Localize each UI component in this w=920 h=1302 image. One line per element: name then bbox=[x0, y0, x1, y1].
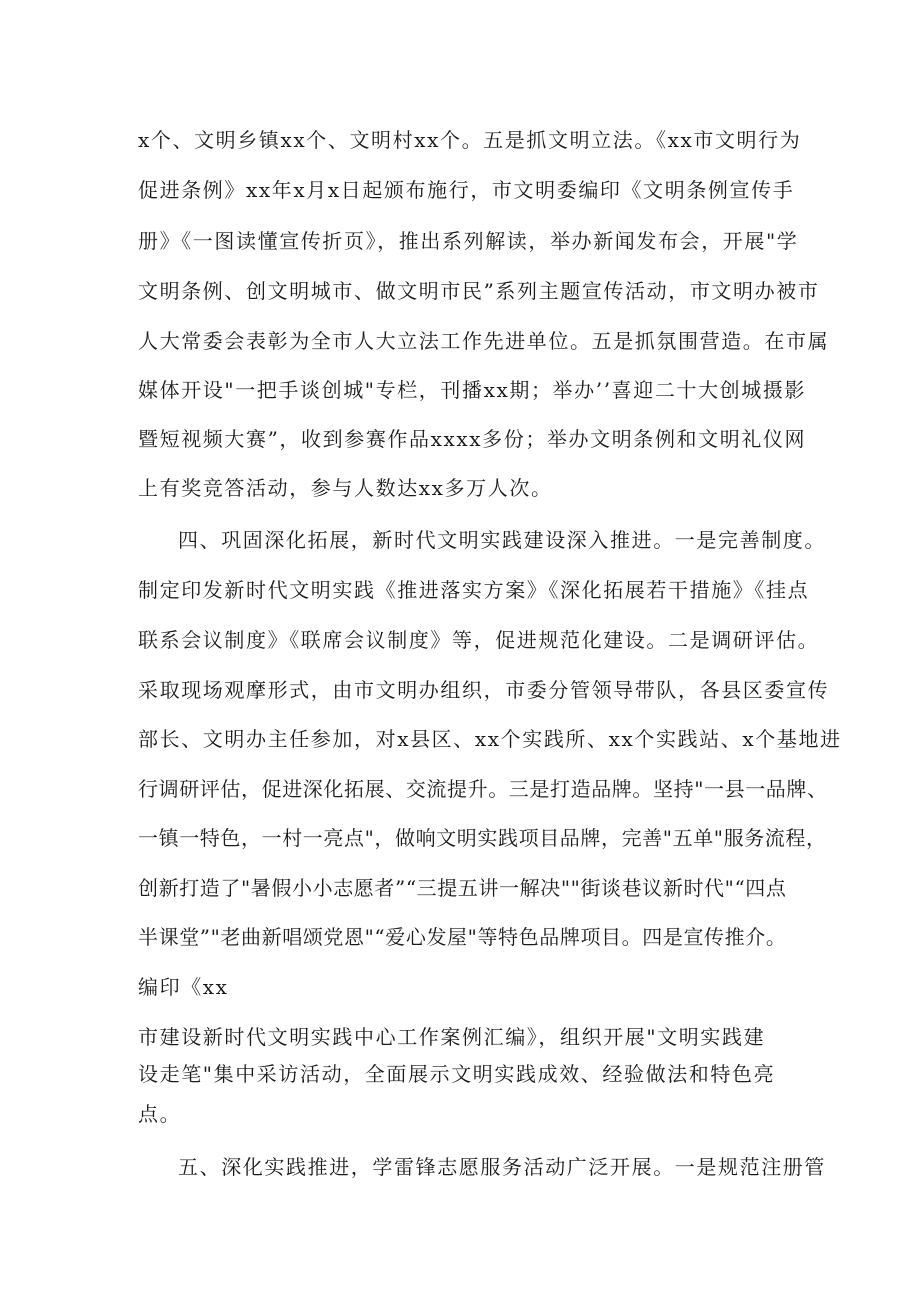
text-line: 行调研评估，促进深化拓展、交流提升。三是打造品牌。坚持"一县一品牌、 bbox=[138, 777, 828, 801]
text-line: 点。 bbox=[138, 1102, 182, 1126]
text-line: 五、深化实践推进，学雷锋志愿服务活动广泛开展。一是规范注册管 bbox=[178, 1155, 826, 1179]
text-line: 媒体开设"一把手谈创城"专栏，刊播xx期；举办’’喜迎二十大创城摄影 bbox=[138, 378, 807, 402]
text-line: 设走笔"集中采访活动，全面展示文明实践成效、经验做法和特色亮 bbox=[138, 1062, 776, 1086]
text-line: 册》《一图读懂宣传折页》，推出系列解读，举办新闻发布会，开展"学 bbox=[138, 229, 799, 253]
text-line: 文明条例、创文明城市、做文明市民”系列主题宣传活动，市文明办被市 bbox=[138, 279, 820, 303]
text-line: 促进条例》xx年x月x日起颁布施行，市文明委编印《文明条例宣传手 bbox=[138, 178, 795, 202]
text-line: 四、巩固深化拓展，新时代文明实践建设深入推进。一是完善制度。 bbox=[178, 528, 826, 552]
text-line: 市建设新时代文明实践中心工作案例汇编》，组织开展"文明实践建 bbox=[138, 1025, 766, 1049]
text-line: 半课堂”"老曲新唱颂党恩"“爱心发屋"等特色品牌项目。四是宣传推介。 bbox=[138, 925, 787, 949]
text-line: 制定印发新时代文明实践《推进落实方案》《深化拓展若干措施》《挂点 bbox=[138, 578, 810, 602]
text-line: 创新打造了"暑假小小志愿者”“三提五讲一解决""街谈巷议新时代"“四点 bbox=[138, 876, 787, 900]
text-line: 编印《xx bbox=[138, 975, 229, 999]
text-line: 上有奖竞答活动，参与人数达xx多万人次。 bbox=[138, 476, 553, 500]
text-line: 采取现场观摩形式，由市文明办组织，市委分管领导带队，各县区委宣传 bbox=[138, 678, 830, 702]
text-line: x个、文明乡镇xx个、文明村xx个。五是抓文明立法。《xx市文明行为 bbox=[138, 128, 802, 152]
text-line: 暨短视频大赛”，收到参赛作品xxxx多份；举办文明条例和文明礼仪网 bbox=[138, 427, 807, 451]
text-line: 一镇一特色，一村一亮点"，做响文明实践项目品牌，完善"五单"服务流程， bbox=[138, 826, 827, 850]
text-line: 部长、文明办主任参加，对x县区、xx个实践所、xx个实践站、x个基地进 bbox=[138, 727, 842, 751]
text-line: 联系会议制度》《联席会议制度》等，促进规范化建设。二是调研评估。 bbox=[138, 628, 820, 652]
text-line: 人大常委会表彰为全市人大立法工作先进单位。五是抓氛围营造。在市属 bbox=[138, 329, 830, 353]
